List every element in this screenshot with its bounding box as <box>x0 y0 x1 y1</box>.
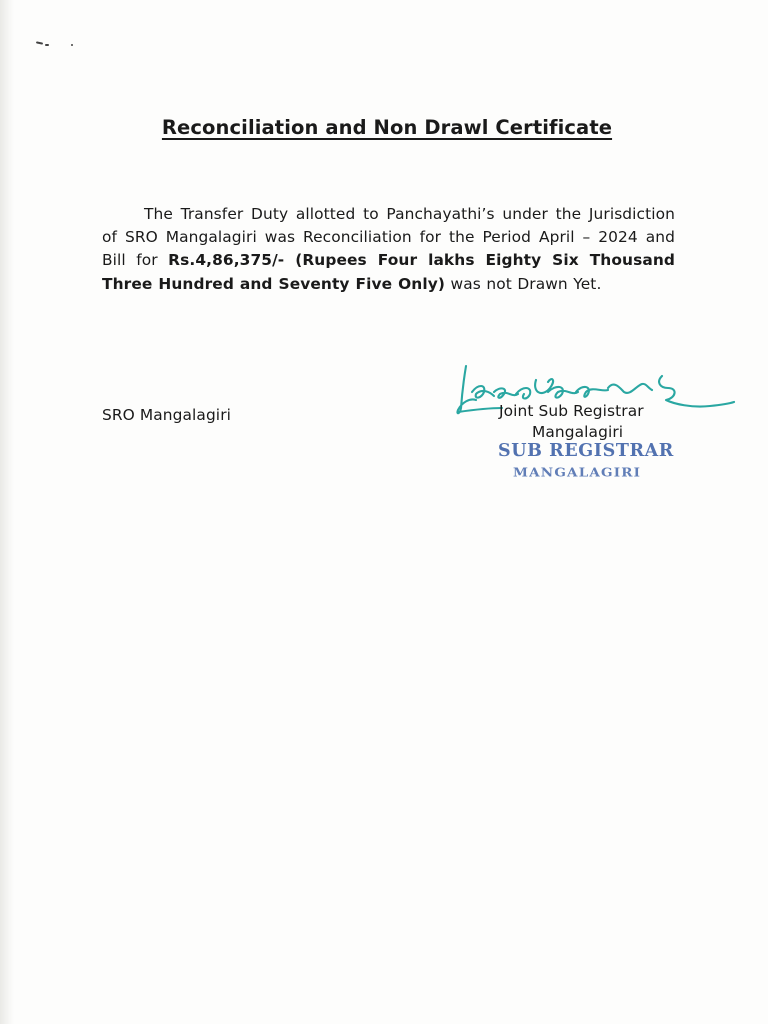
scan-speck <box>45 44 49 46</box>
officer-location: Mangalagiri <box>532 423 624 441</box>
office-rubber-stamp <box>496 436 676 488</box>
body-text-intro: The Transfer Duty allotted to Panchayathi’s under the Jurisdiction of SRO Mangalagiri was Reconciliation for the Period April – 2024 and Bill for <box>102 205 675 270</box>
sro-signoff: SRO Mangalagiri <box>102 406 231 424</box>
stamp-line-2: MANGALAGIRI <box>513 466 642 481</box>
body-text-end: was not Drawn Yet. <box>445 274 602 293</box>
certificate-body <box>102 203 675 296</box>
body-amount: Rs.4,86,375/- (Rupees Four lakhs Eighty Six Thousand Three Hundred and Seventy Five Only) <box>102 251 675 293</box>
stamp-line-1: SUB REGISTRAR <box>498 441 674 461</box>
scan-speck <box>71 44 73 46</box>
scan-speck <box>36 41 43 44</box>
certificate-title: Reconciliation and Non Drawl Certificate <box>161 116 613 139</box>
officer-designation: Joint Sub Registrar <box>499 402 644 420</box>
scan-edge-shadow <box>0 0 14 1024</box>
